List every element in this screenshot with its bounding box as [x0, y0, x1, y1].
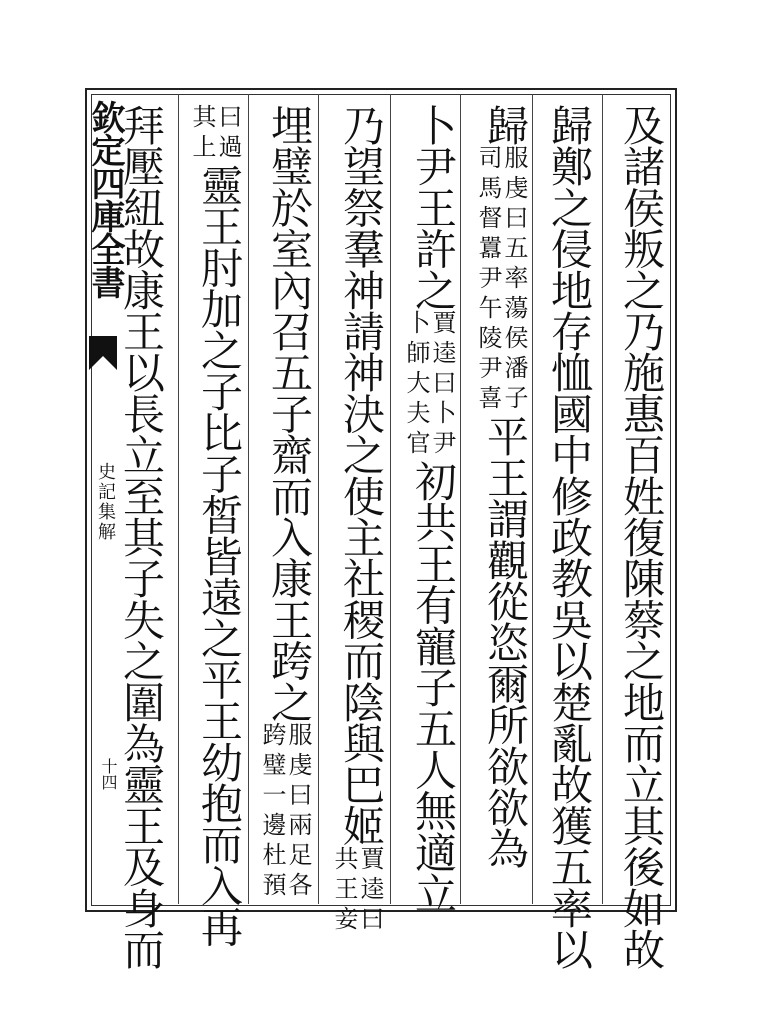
main-text: 乃望祭羣神請神決之使主社稷而陰與巴姬 [337, 104, 386, 846]
commentary-line-left: 共王妾 [330, 845, 358, 936]
commentary-line-left: 跨璧一邊杜預 [258, 722, 286, 903]
commentary-note [332, 846, 382, 936]
commentary-line-right: 服虔曰兩足各 [284, 722, 312, 903]
commentary-note [404, 310, 454, 460]
main-text: 埋璧於室內召五子齋而入康王跨之 [265, 104, 314, 723]
commentary-line-left: 其上 [188, 104, 216, 164]
page-number: 十四 [99, 758, 118, 790]
text-column [545, 104, 594, 970]
text-column [402, 104, 458, 914]
column-rule [390, 94, 391, 904]
text-column [258, 104, 314, 903]
column-rule [248, 94, 249, 904]
main-text: 初共王有寵子五人無適立 [409, 460, 458, 914]
main-text: 平王謂觀從恣爾所欲欲為 [481, 415, 530, 869]
commentary-line-left: 卜師大夫官 [402, 310, 430, 461]
main-text: 卜尹王許之 [409, 104, 458, 311]
commentary-line-right: 服虔曰五率蕩侯潘子 [500, 145, 528, 416]
commentary-note [260, 722, 310, 902]
main-text: 靈王肘加之子比子皙皆遠之平王幼抱而入再 [195, 164, 244, 947]
text-column [617, 104, 666, 970]
commentary-note [476, 145, 526, 415]
column-rule [318, 94, 319, 904]
text-column [474, 104, 530, 869]
main-text: 歸 [481, 104, 530, 146]
fish-tail-icon [87, 336, 119, 370]
text-column [330, 104, 386, 936]
book-title: 史記集解 [95, 462, 116, 542]
column-rule [532, 94, 533, 904]
collection-title: 欽定四庫全書 [85, 100, 125, 298]
commentary-line-left: 司馬督囂尹午陵尹喜 [474, 145, 502, 416]
column-rule [178, 94, 179, 904]
main-text: 及諸侯叛之乃施惠百姓復陳蔡之地而立其後如故 [617, 104, 666, 970]
column-rule [602, 94, 603, 904]
commentary-line-right: 賈逵曰 [356, 845, 384, 936]
column-rule [460, 94, 461, 904]
main-text: 歸鄭之侵地存恤國中修政教吳以楚亂故獲五率以 [545, 104, 594, 970]
commentary-line-right: 曰過 [214, 104, 242, 164]
commentary-note [190, 104, 240, 164]
text-column [188, 104, 244, 947]
main-text: 拜壓紐故康王以長立至其子失之圍為靈王及身而 [117, 104, 166, 970]
text-column [117, 104, 166, 970]
commentary-line-right: 賈逵曰卜尹 [428, 310, 456, 461]
